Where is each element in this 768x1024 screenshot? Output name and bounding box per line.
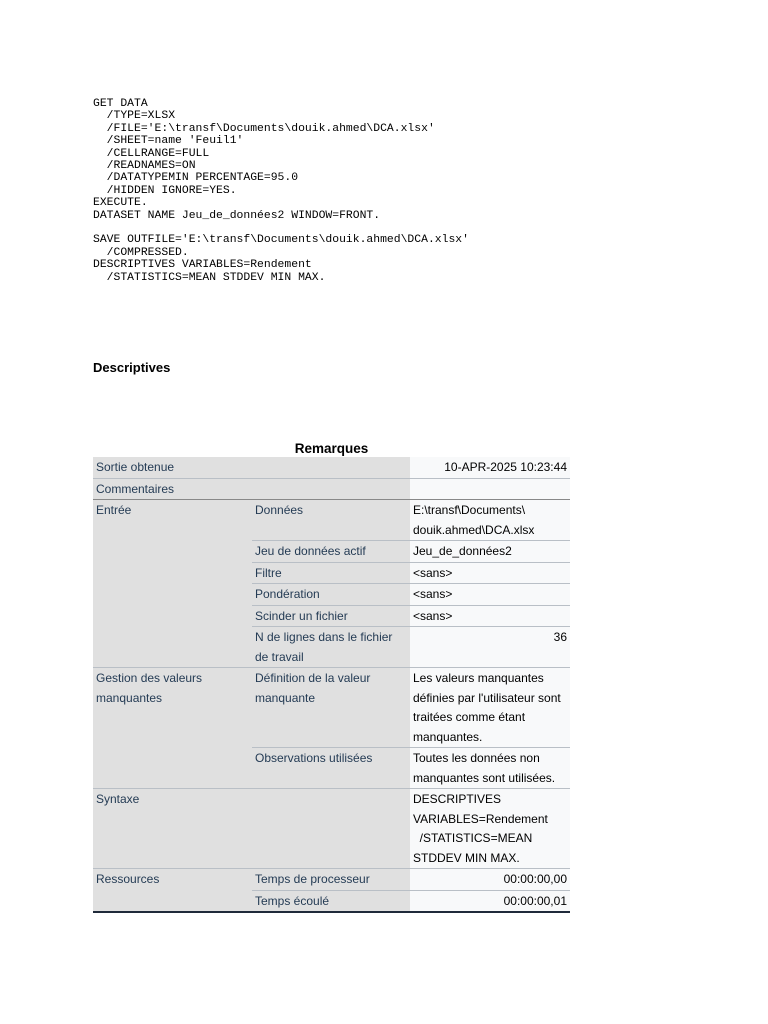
syntaxe-value: DESCRIPTIVES VARIABLES=Rendement /STATISTICS=MEAN STDDEV MIN MAX. [410,789,570,869]
sortie-value: 10-APR-2025 10:23:44 [410,457,570,478]
ecoule-value: 00:00:00,01 [410,890,570,912]
syntaxe-label: Syntaxe [93,789,410,869]
gestion-label: Gestion des valeurs manquantes [93,668,252,789]
notes-table [93,457,570,913]
filtre-label: Filtre [252,562,410,584]
table-row [93,457,570,478]
observations-label: Observations utilisées [252,748,410,789]
jeu-label: Jeu de données actif [252,541,410,563]
nlignes-label: N de lignes dans le fichier de travail [252,627,410,668]
processeur-value: 00:00:00,00 [410,869,570,891]
syntax-log: GET DATA /TYPE=XLSX /FILE='E:\transf\Documents\douik.ahmed\DCA.xlsx' /SHEET=name 'Feuil1' /CELLRANGE=FULL /READNAMES=ON /DATATYPEMIN PERCENTAGE=95.0 /HIDDEN IGNORE=YES. EXECUTE. DATASET NAME Jeu_de_données2 WINDOW=FRONT. SAVE OUTFILE='E:\transf\Documents\douik.ahmed\DCA.xlsx' /COMPRESSED. DESCRIPTIVES VARIABLES=Rendement /STATISTICS=MEAN STDDEV MIN MAX. [93,98,469,284]
ecoule-label: Temps écoulé [252,890,410,912]
ponderation-value: <sans> [410,584,570,606]
processeur-label: Temps de processeur [252,869,410,891]
donnees-label: Données [252,500,410,541]
commentaires-label: Commentaires [93,478,410,500]
entree-label: Entrée [93,500,252,668]
section-title: Descriptives [93,360,171,375]
table-row [93,500,570,541]
observations-value: Toutes les données non manquantes sont utilisées. [410,748,570,789]
ponderation-label: Pondération [252,584,410,606]
definition-value: Les valeurs manquantes définies par l'utilisateur sont traitées comme étant manquantes. [410,668,570,748]
table-row [93,668,570,748]
table-row [93,789,570,869]
donnees-value: E:\transf\Documents\ douik.ahmed\DCA.xlsx [410,500,570,541]
ressources-label: Ressources [93,869,252,913]
definition-label: Définition de la valeur manquante [252,668,410,748]
sortie-label: Sortie obtenue [93,457,410,478]
filtre-value: <sans> [410,562,570,584]
jeu-value: Jeu_de_données2 [410,541,570,563]
scinder-value: <sans> [410,605,570,627]
table-row [93,478,570,500]
scinder-label: Scinder un fichier [252,605,410,627]
table-row [93,869,570,891]
table-title: Remarques [294,441,369,456]
commentaires-value [410,478,570,500]
nlignes-value: 36 [410,627,570,668]
